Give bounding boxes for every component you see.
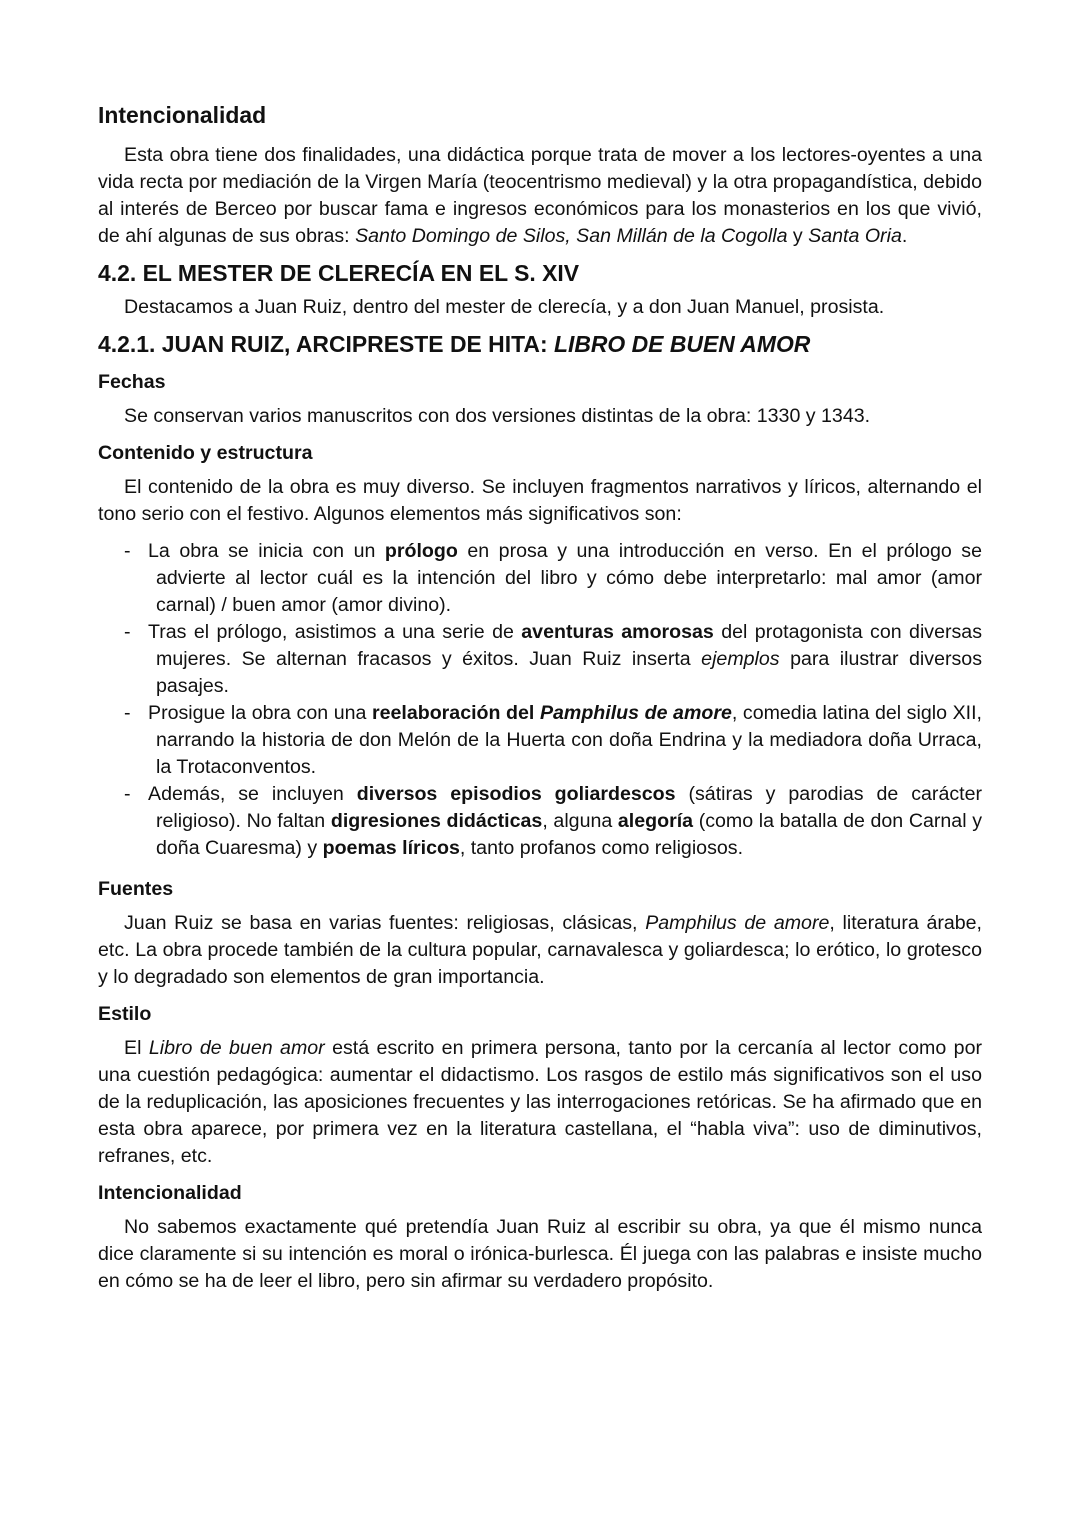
work-title: Pamphilus de amore <box>645 912 830 934</box>
list-text: (como la batalla de don Carnal y doña Cuaresma) y <box>156 810 983 859</box>
work-title-santa-oria: Santa Oria <box>808 225 902 247</box>
paragraph-fuentes <box>98 910 982 991</box>
list-text: La obra se inicia con un <box>148 540 385 562</box>
section-heading-mester-clerecia: 4.2. EL MESTER DE CLERECÍA EN EL S. XIV <box>98 260 580 286</box>
list-text: para ilustrar diversos pasajes. <box>156 648 982 697</box>
list-item <box>98 538 982 619</box>
subheading-intencionalidad: Intencionalidad <box>98 1182 242 1204</box>
work-titles: Santo Domingo de Silos, San Millán de la Cogolla <box>355 225 788 247</box>
list-italic: ejemplos <box>701 648 780 670</box>
list-text: Además, se incluyen <box>148 783 357 805</box>
paragraph-estilo <box>98 1035 982 1170</box>
list-text: , comedia latina del siglo XII, narrando la historia de don Melón de la Huerta con doña Endrina y la mediadora doña Urraca, la Trotaconventos. <box>156 702 982 778</box>
list-text: , tanto profanos como religiosos. <box>459 837 744 859</box>
list-text: en prosa y una introducción en verso. En el prólogo se advierte al lector cuál es la intención del libro y cómo debe interpretarlo: mal amor (amor carnal) / buen amor (amor divino). <box>156 540 982 616</box>
list-text: del protagonista con diversas mujeres. Se alternan fracasos y éxitos. Juan Ruiz inserta <box>156 621 983 670</box>
list-bold-italic: Pamphilus de amore <box>539 702 732 724</box>
list-bold: alegoría <box>617 810 694 832</box>
section-heading-intencionalidad: Intencionalidad <box>98 102 267 128</box>
conjunction: y <box>787 225 809 247</box>
paragraph-fechas: Se conservan varios manuscritos con dos versiones distintas de la obra: 1330 y 1343. <box>124 405 871 427</box>
heading-text: 4.2.1. JUAN RUIZ, ARCIPRESTE DE HITA: <box>98 331 554 357</box>
content-list <box>98 538 982 862</box>
section-heading-juan-ruiz <box>98 329 982 359</box>
paragraph-text: , literatura árabe, etc. La obra procede también de la cultura popular, carnavalesca y goliardesca; lo erótico, lo grotesco y lo degradado son elementos de gran importancia. <box>98 912 983 988</box>
work-title: Libro de buen amor <box>148 1037 325 1059</box>
paragraph-text: Esta obra tiene dos finalidades, una didáctica porque trata de mover a los lectores-oyentes a una vida recta por mediación de la Virgen María (teocentrismo medieval) y la otra propagandística, debido al interés de Berceo por buscar fama e ingresos económicos para los monasterios en los que vivió, de ahí algunas de sus obras: <box>98 144 982 247</box>
bullet-dash: - <box>124 702 131 724</box>
paragraph-text: está escrito en primera persona, tanto por la cercanía al lector como por una cuestión pedagógica: aumentar el didactismo. Los rasgos de estilo más significativos son el uso de la reduplicación, las aposiciones frecuentes y las interrogaciones retóricas. Se ha afirmado que en esta obra aparece, por primera vez en la literatura castellana, el “habla viva”: uso de diminutivos, refranes, etc. <box>98 1037 982 1167</box>
period: . <box>901 225 908 247</box>
list-text: Tras el prólogo, asistimos a una serie de <box>148 621 522 643</box>
paragraph-text: Juan Ruiz se basa en varias fuentes: religiosas, clásicas, <box>124 912 646 934</box>
subheading-contenido: Contenido y estructura <box>98 442 313 464</box>
subheading-fechas: Fechas <box>98 371 166 393</box>
list-bold: reelaboración del <box>371 702 540 724</box>
bullet-dash: - <box>124 783 131 805</box>
list-text: , alguna <box>542 810 618 832</box>
paragraph-text: El <box>124 1037 149 1059</box>
list-text: Prosigue la obra con una <box>148 702 372 724</box>
list-bold: digresiones didácticas <box>330 810 543 832</box>
list-text: (sátiras y parodias de carácter religioso). No faltan <box>156 783 983 832</box>
paragraph-intencionalidad-berceo <box>98 142 982 250</box>
list-item <box>98 619 982 700</box>
list-bold: diversos episodios goliardescos <box>356 783 676 805</box>
list-bold: poemas líricos <box>322 837 460 859</box>
bullet-dash: - <box>124 621 131 643</box>
paragraph-destacamos: Destacamos a Juan Ruiz, dentro del mester de clerecía, y a don Juan Manuel, prosista. <box>124 296 885 318</box>
bullet-dash: - <box>124 540 131 562</box>
list-item <box>98 700 982 781</box>
subheading-estilo: Estilo <box>98 1003 152 1025</box>
list-bold: prólogo <box>384 540 458 562</box>
heading-work-title: LIBRO DE BUEN AMOR <box>553 331 811 357</box>
list-bold: aventuras amorosas <box>521 621 714 643</box>
paragraph-intencionalidad-juan-ruiz: No sabemos exactamente qué pretendía Juan Ruiz al escribir su obra, ya que él mismo nunca dice claramente si su intención es moral o irónica-burlesca. Él juega con las palabras e insiste mucho en cómo se ha de leer el libro, pero sin afirmar su verdadero propósito. <box>98 1216 982 1292</box>
paragraph-contenido: El contenido de la obra es muy diverso. Se incluyen fragmentos narrativos y líricos, alternando el tono serio con el festivo. Algunos elementos más significativos son: <box>98 476 982 525</box>
document-page <box>98 100 982 1295</box>
subheading-fuentes: Fuentes <box>98 878 174 900</box>
list-item <box>98 781 982 862</box>
